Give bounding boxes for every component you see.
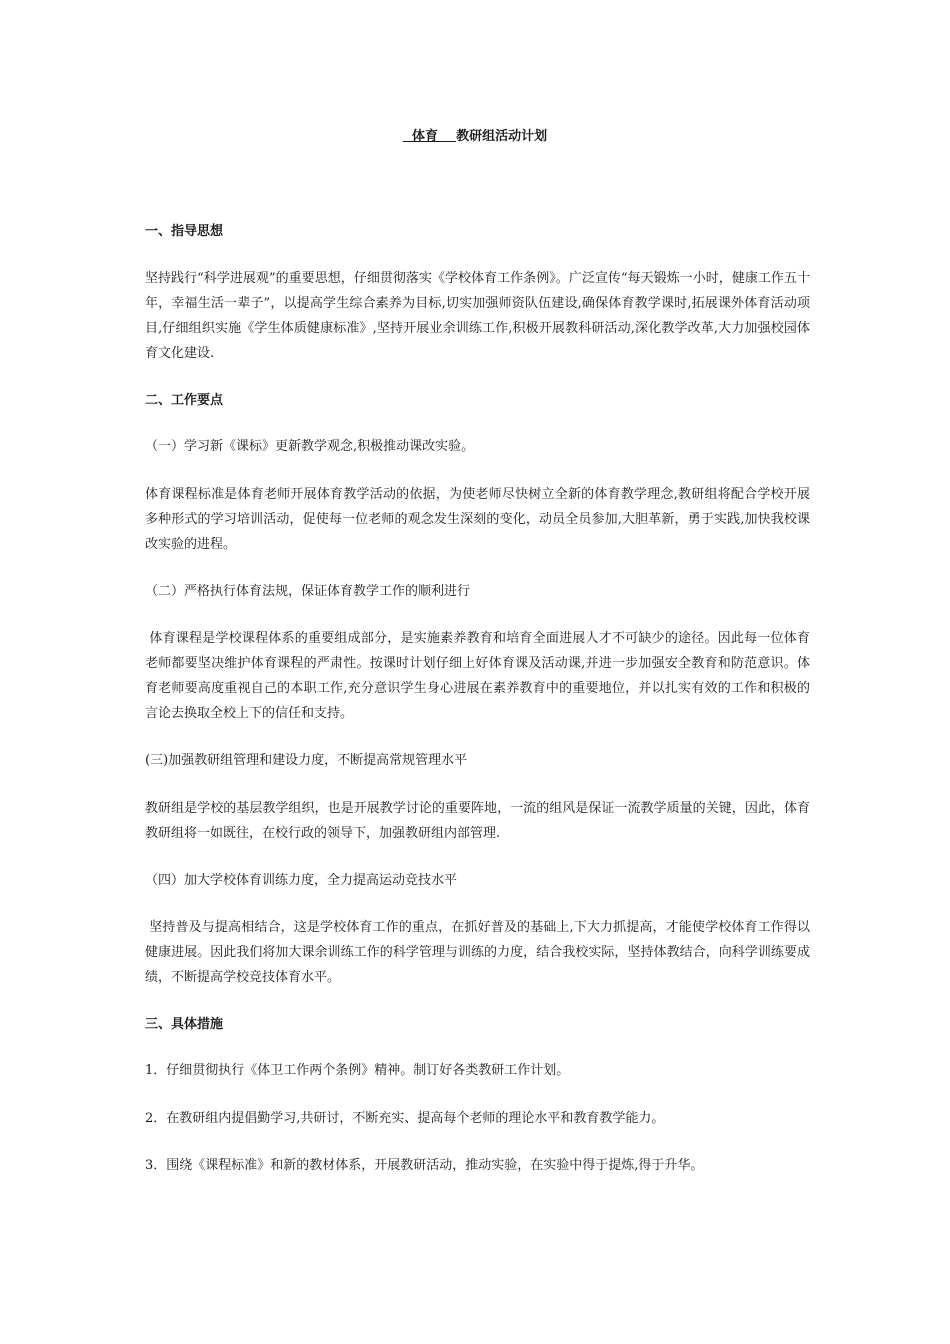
guiding-ideology-paragraph: 坚持践行“科学进展观”的重要思想，仔细贯彻落实《学校体育工作条例》。广泛宣传“每天锻炼一小时，健康工作五十年，幸福生活一辈子”，以提高学生综合素养为目标,切实加强师资队伍建设,确保体育教学课时,拓展课外体育活动项目,仔细组织实施《学生体质健康标准》,坚持开展业余训练工作,积极开展教科研活动,深化教学改革,大力加强校园体育文化建设. [145, 271, 810, 361]
work-point-2-title: （二）严格执行体育法规，保证体育教学工作的顺利进行 [145, 584, 471, 599]
work-point-4-title: （四）加大学校体育训练力度，全力提高运动竞技水平 [145, 873, 458, 888]
measure-item-1: 1．仔细贯彻执行《体卫工作两个条例》精神。制订好各类教研工作计划。 [145, 1063, 570, 1078]
measure-item-2: 2．在教研组内提倡勤学习,共研讨，不断充实、提高每个老师的理论水平和教育教学能力。 [145, 1111, 665, 1126]
work-point-1-paragraph: 体育课程标准是体育老师开展体育教学活动的依据，为使老师尽快树立全新的体育教学理念,教研组将配合学校开展多种形式的学习培训活动，促使每一位老师的观念发生深刻的变化，动员全员参加,大胆革新，勇于实践,加快我校课改实验的进程。 [145, 487, 810, 552]
measure-item-3: 3．围绕《课程标准》和新的教材体系，开展教研活动，推动实验，在实验中得于提炼,得于升华。 [145, 1158, 704, 1173]
section-heading-work-points: 二、工作要点 [145, 393, 224, 408]
work-point-3-paragraph: 教研组是学校的基层教学组织，也是开展教学讨论的重要阵地，一流的组风是保证一流教学质量的关键，因此，体育教研组将一如既往，在校行政的领导下，加强教研组内部管理. [145, 801, 810, 841]
document-title [0, 128, 950, 146]
title-rest: 教研组活动计划 [456, 129, 548, 144]
section-heading-guiding-ideology: 一、指导思想 [145, 224, 224, 239]
work-point-3-title: (三)加强教研组管理和建设力度，不断提高常规管理水平 [145, 753, 468, 768]
work-point-1-title: （一）学习新《课标》更新教学观念,积极推动课改实验。 [145, 439, 475, 454]
title-subject: 体育 [402, 129, 457, 144]
section-heading-specific-measures: 三、具体措施 [145, 1017, 224, 1032]
work-point-4-paragraph: 坚持普及与提高相结合，这是学校体育工作的重点，在抓好普及的基础上,下大力抓提高，才能使学校体育工作得以健康进展。因此我们将加大课余训练工作的科学管理与训练的力度，结合我校实际，坚持体教结合，向科学训练要成绩，不断提高学校竞技体育水平。 [145, 920, 810, 985]
work-point-2-paragraph: 体育课程是学校课程体系的重要组成部分，是实施素养教育和培育全面进展人才不可缺少的途径。因此每一位体育老师都要坚决维护体育课程的严肃性。按课时计划仔细上好体育课及活动课,并进一步加强安全教育和防范意识。体育老师要高度重视自己的本职工作,充分意识学生身心进展在素养教育中的重要地位，并以扎实有效的工作和积极的言论去换取全校上下的信任和支持。 [145, 631, 810, 721]
